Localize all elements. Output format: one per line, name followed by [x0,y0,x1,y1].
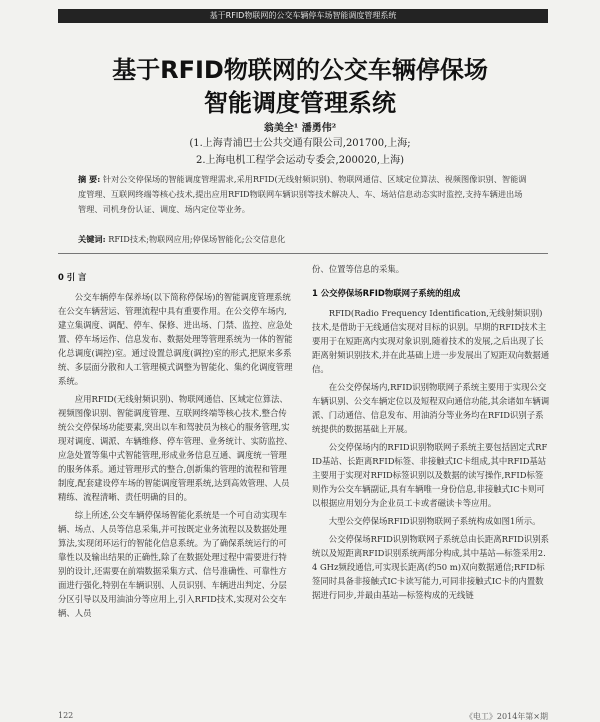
paper-title-line2: 智能调度管理系统 [204,89,396,117]
paragraph: 应用RFID(无线射频识别)、物联网通信、区域定位算法、视频图像识别、智能调度管理、互联网终端等核心技术,整合传统公交停保场功能要素,突出以车和驾驶员为核心的服务管理,实现对调度、调派、车辆维修、停车管理、业务统计、实防监控、应急处置等集中式智能管理,形成业务信息互通、调度统一管理的服务体系。通过管理形式的整合,创新集约管理的流程和管理制度,配套建设停车场的智能调度管理系统,达到高效管理、人员精练、流程清晰、责任明确的目的。 [58,394,293,502]
running-header-bar [58,9,548,23]
paragraph: 在公交停保场内,RFID识别物联网子系统主要用于实现公交车辆识别、公交车辆定位以及短程双向通信功能,其余诸如车辆调派、门动通信、信息发布、用油消分等业务均在RFID识别子系统提供的数据基础上开展。 [312,382,550,434]
left-column [58,270,293,624]
affiliation-2: 2.上海电机工程学会运动专委会,200020,上海) [196,155,404,166]
abstract [78,172,528,217]
section-divider [58,253,548,254]
right-column [312,262,550,606]
paragraph-continuation: 份、位置等信息的采集。 [312,264,405,274]
page-number: 122 [58,711,74,720]
paragraph: 公交停保场RFID识别物联网子系统总由长距离RFID识别系统以及短距离RFID识别系统两部分构成,其中基站—标签采用2.4 GHz频段通信,可实现长距离(约50 m)双向数据通信;RFID标签同时具备非接触式IC卡读写能力,可同非接触式IC卡的内置数据进行同步,并最由基站—标签构成的无线链 [312,534,549,600]
keywords-body: RFID技术;物联网应用;停保场智能化;公交信息化 [108,234,286,244]
paper-title-line1: 基于RFID物联网的公交车辆停保场 [112,56,488,84]
paragraph: 大型公交停保场RFID识别物联网子系统构成如图1所示。 [328,516,541,526]
paragraph: RFID(Radio Frequency Identification,无线射频识别)技术,是借助于无线通信实现对目标的识别。早期的RFID技术主要用于在短距离内实现对象识别,随着技术的发展,之后出现了长距离射频识别技术,并在此基础上进一步发展出了短距双向数据通信。 [312,308,550,374]
running-header-text: 基于RFID物联网的公交车辆停车场智能调度管理系统 [209,11,397,20]
section-0-heading: 0 引 言 [58,272,87,282]
journal-footer: 《电工》2014年第×期 [464,712,548,721]
paragraph: 公交车辆停车保养场(以下简称停保场)的智能调度管理系统在公交车辆营运、管理流程中具有重要作用。在公交停车场内,建立集调度、调配、停车、保修、进出场、门禁、监控、应急处置、停车场运作、信息发布、数据处理等管理系统为一体的智能化总调度(调控)室。通过设置总调度(调控)室的形式,把原来多系统、多层面分散和人工管理模式调整为智能化、集约化调度管理系统。 [58,292,293,386]
keywords-label: 关键词: [78,234,106,244]
keywords [78,232,528,247]
authors: 翁美全¹ 潘勇伟² [263,123,337,134]
affiliation-1: (1.上海青浦巴士公共交通有限公司,201700,上海; [189,138,411,149]
paragraph: 综上所述,公交车辆停保场智能化系统是一个可自动实现车辆、场点、人员等信息采集,并可按既定业务流程以及数据处理算法,实现闭环运行的智能化信息系统。为了确保系统运行的可靠性以及输出结果的正确性,除了在数据处理过程中需要进行特别的设计,还需要在前端数据采集方式、信号准确性、可靠性方面进行强化,特别在车辆识别、人员识别、车辆进出判定、分层分区引导以及用油油分等应用上,引入RFID技术,实现对公交车辆、人员 [58,510,287,618]
abstract-label: 摘 要: [78,174,101,184]
paragraph: 公交停保场内的RFID识别物联网子系统主要包括固定式RFID基站、长距离RFID标签、非接触式IC卡组成,其中RFID基站主要用于实现对RFID标签识别以及数据的读写操作,RFID标签则作为公交车辆副证,具有车辆唯一身份信息,非接触式IC卡则可以根据应用划分为企业员工卡或者磁读卡等应用。 [312,442,548,508]
section-1-heading: 1 公交停保场RFID物联网子系统的组成 [312,288,461,298]
abstract-body: 针对公交停保场的智能调度管理需求,采用RFID(无线射频识别)、物联网通信、区域定位算法、视频图像识别、智能调度管理、互联网终端等核心技术,提出应用RFID物联网车辆识别等技术解决人、车、场站信息动态实时监控,支持车辆进出场管理、司机身份认证、调度、场内定位等业务。 [78,174,527,214]
